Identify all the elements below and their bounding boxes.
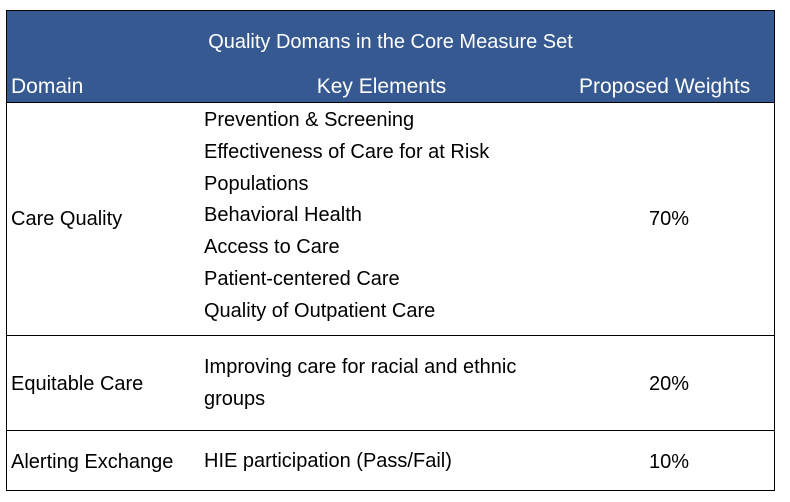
key-element: Improving care for racial and ethnic [204,356,517,378]
domain-cell: Alerting Exchange [11,451,174,473]
key-element: Populations [204,172,309,195]
key-element: groups [204,387,266,410]
key-elements-cell [204,105,489,328]
table-title: Quality Domans in the Core Measure Set [208,31,573,53]
key-element: Effectiveness of Care for at Risk [204,140,490,163]
table-header [7,11,774,103]
key-elements-cell [204,446,452,478]
quality-domains-table [6,10,775,491]
column-header-proposed-weights: Proposed Weights [579,75,751,98]
weight-cell: 20% [648,373,690,395]
weight-cell: 70% [648,208,690,230]
table-row [7,431,774,489]
column-header-domain: Domain [11,75,84,98]
key-element: Behavioral Health [204,204,362,227]
key-element: Patient-centered Care [204,267,400,290]
key-element: HIE participation (Pass/Fail) [204,450,452,472]
domain-cell: Equitable Care [11,373,144,395]
key-element: Prevention & Screening [204,109,415,131]
domain-cell: Care Quality [11,208,123,230]
weight-cell: 10% [648,451,690,473]
key-elements-cell [204,352,516,416]
key-element: Quality of Outpatient Care [204,299,436,322]
column-header-key-elements: Key Elements [316,75,447,98]
table-row [7,336,774,431]
table-row [7,103,774,336]
key-element: Access to Care [204,236,340,259]
